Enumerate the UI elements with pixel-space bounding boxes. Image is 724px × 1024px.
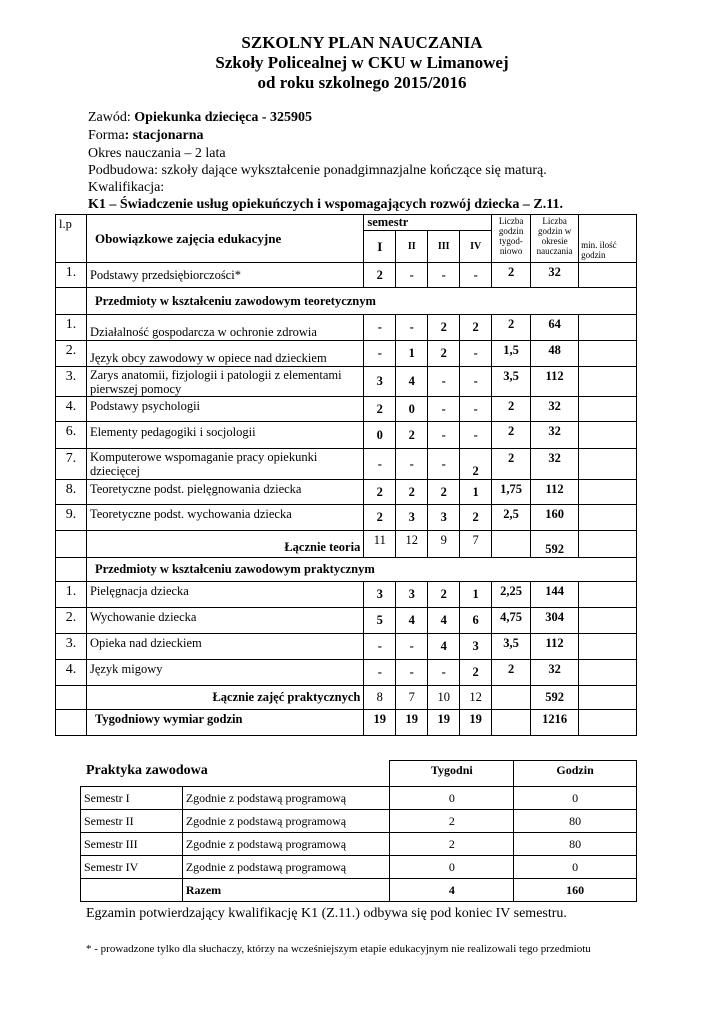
row-tyg: 2	[492, 660, 531, 686]
total-okres: 592	[531, 686, 579, 710]
row-s4: -	[460, 422, 492, 449]
row-s2: -	[396, 660, 428, 686]
row-min	[579, 582, 637, 608]
plan-title: SZKOLNY PLAN NAUCZANIA	[241, 33, 483, 52]
row-s1: 5	[364, 608, 396, 634]
row-s1: -	[364, 660, 396, 686]
header-liczba-okres: Liczba godzin w okresie nauczania	[531, 215, 579, 263]
row-s2: 3	[396, 505, 428, 531]
forma-line	[88, 128, 204, 144]
row-min	[579, 315, 637, 341]
row-lp: 9.	[56, 505, 87, 531]
practice-godz: 80	[514, 833, 637, 856]
table-row	[56, 480, 637, 505]
header-sem-1: I	[364, 231, 396, 263]
row-subject: Podstawy przedsiębiorczości*	[86, 263, 363, 288]
row-lp: 4.	[56, 397, 87, 422]
row-lp: 1.	[56, 263, 87, 288]
total-tyg	[492, 686, 531, 710]
table-row	[56, 341, 637, 367]
practice-total-label: Razem	[182, 879, 390, 902]
row-tyg: 1,5	[492, 341, 531, 367]
row-lp: 6.	[56, 422, 87, 449]
practice-header-godzin: Godzin	[514, 761, 637, 787]
table-row	[56, 634, 637, 660]
practice-tyg: 2	[390, 810, 514, 833]
row-s3: 2	[428, 480, 460, 505]
row-subject: Teoretyczne podst. wychowania dziecka	[86, 505, 363, 531]
total-s3: 10	[428, 686, 460, 710]
practice-tyg: 0	[390, 856, 514, 879]
k1-line: K1 – Świadczenie usług opiekuńczych i wspomagających rozwój dziecka – Z.11.	[88, 197, 563, 212]
okres-line: Okres nauczania – 2 lata	[88, 146, 226, 161]
row-subject: Elementy pedagogiki i socjologii	[86, 422, 363, 449]
row-min	[579, 634, 637, 660]
table-row	[56, 315, 637, 341]
practice-sem: Semestr III	[81, 833, 183, 856]
row-s3: 4	[428, 634, 460, 660]
row-s2: -	[396, 634, 428, 660]
row-s2: 2	[396, 480, 428, 505]
total-okres: 1216	[531, 710, 579, 736]
row-okres: 112	[531, 634, 579, 660]
row-s4: -	[460, 341, 492, 367]
row-tyg: 2	[492, 397, 531, 422]
table-row	[56, 449, 637, 480]
row-s3: 3	[428, 505, 460, 531]
practice-sem: Semestr II	[81, 810, 183, 833]
row-tyg: 3,5	[492, 634, 531, 660]
row-s2: 0	[396, 397, 428, 422]
row-s3: -	[428, 367, 460, 397]
row-s4: 2	[460, 660, 492, 686]
row-lp: 4.	[56, 660, 87, 686]
row-okres: 32	[531, 449, 579, 480]
total-s2: 12	[396, 531, 428, 558]
row-okres: 32	[531, 397, 579, 422]
row-s1: 3	[364, 582, 396, 608]
practice-title: Praktyka zawodowa	[86, 763, 208, 778]
total-teoria-row	[56, 531, 637, 558]
zawod-line	[88, 110, 312, 126]
practice-godz: 0	[514, 787, 637, 810]
section-praktyczny: Przedmioty w kształceniu zawodowym praktycznym	[86, 558, 636, 582]
total-tyg	[492, 531, 531, 558]
row-subject: Zarys anatomii, fizjologii i patologii z elementami pierwszej pomocy	[86, 367, 363, 397]
header-subjects: Obowiązkowe zajęcia edukacyjne	[86, 215, 363, 263]
practice-row	[81, 856, 637, 879]
header-min-godzin: min. ilość godzin	[579, 215, 637, 263]
table-row	[56, 582, 637, 608]
school-year: od roku szkolnego 2015/2016	[257, 73, 467, 92]
row-subject: Wychowanie dziecka	[86, 608, 363, 634]
section-teoretyczny: Przedmioty w kształceniu zawodowym teoretycznym	[86, 288, 636, 315]
row-s3: -	[428, 397, 460, 422]
row-tyg: 3,5	[492, 367, 531, 397]
forma-colon: :	[124, 128, 133, 143]
row-subject: Opieka nad dzieckiem	[86, 634, 363, 660]
practice-godz: 80	[514, 810, 637, 833]
row-lp: 2.	[56, 608, 87, 634]
row-s4: 2	[460, 315, 492, 341]
total-tyg	[492, 710, 531, 736]
row-subject: Język migowy	[86, 660, 363, 686]
table-row	[56, 367, 637, 397]
practice-desc: Zgodnie z podstawą programową	[182, 810, 390, 833]
practice-sem: Semestr I	[81, 787, 183, 810]
row-tyg: 2	[492, 422, 531, 449]
row-tyg: 4,75	[492, 608, 531, 634]
row-tyg: 2	[492, 315, 531, 341]
row-s1: 0	[364, 422, 396, 449]
row-s4: 2	[460, 505, 492, 531]
row-lp: 7.	[56, 449, 87, 480]
row-s4: -	[460, 367, 492, 397]
table-row	[56, 608, 637, 634]
row-min	[579, 397, 637, 422]
row-min	[579, 660, 637, 686]
row-s2: -	[396, 449, 428, 480]
row-min	[579, 480, 637, 505]
practice-total-tyg: 4	[390, 879, 514, 902]
table-row	[56, 397, 637, 422]
row-okres: 112	[531, 367, 579, 397]
row-tyg: 2,5	[492, 505, 531, 531]
row-okres: 48	[531, 341, 579, 367]
row-okres: 32	[531, 422, 579, 449]
row-subject: Teoretyczne podst. pielęgnowania dziecka	[86, 480, 363, 505]
row-s4: 2	[460, 449, 492, 480]
row-tyg: 2,25	[492, 582, 531, 608]
header-liczba-tygodniowo: Liczba godzin tygod-niowo	[492, 215, 531, 263]
row-s1: 2	[364, 505, 396, 531]
row-s3: -	[428, 422, 460, 449]
total-s1: 8	[364, 686, 396, 710]
row-s2: -	[396, 263, 428, 288]
total-s4: 7	[460, 531, 492, 558]
row-okres: 304	[531, 608, 579, 634]
header-sem-4: IV	[460, 231, 492, 263]
row-lp: 2.	[56, 341, 87, 367]
kwalifikacja-line: Kwalifikacja:	[88, 180, 165, 195]
row-okres: 144	[531, 582, 579, 608]
row-min	[579, 263, 637, 288]
practice-total-godz: 160	[514, 879, 637, 902]
total-week-label: Tygodniowy wymiar godzin	[86, 710, 363, 736]
zawod-label: Zawód:	[88, 110, 135, 125]
row-subject: Pielęgnacja dziecka	[86, 582, 363, 608]
row-s4: -	[460, 397, 492, 422]
row-s3: 2	[428, 315, 460, 341]
row-okres: 160	[531, 505, 579, 531]
row-s4: -	[460, 263, 492, 288]
total-praktyczne-row	[56, 686, 637, 710]
table-row	[56, 505, 637, 531]
total-praktyczne-label: Łącznie zajęć praktycznych	[86, 686, 363, 710]
row-s3: -	[428, 449, 460, 480]
practice-tyg: 0	[390, 787, 514, 810]
row-s4: 1	[460, 582, 492, 608]
header-semestr: semestr	[364, 215, 492, 231]
row-okres: 64	[531, 315, 579, 341]
total-s4: 12	[460, 686, 492, 710]
practice-godz: 0	[514, 856, 637, 879]
row-s3: -	[428, 263, 460, 288]
header-lp: l.p	[56, 215, 87, 263]
row-lp: 1.	[56, 315, 87, 341]
row-min	[579, 422, 637, 449]
row-s3: -	[428, 660, 460, 686]
table-row	[56, 263, 637, 288]
row-s1: -	[364, 634, 396, 660]
header-sem-3: III	[428, 231, 460, 263]
practice-sem: Semestr IV	[81, 856, 183, 879]
row-s1: -	[364, 315, 396, 341]
total-week-row	[56, 710, 637, 736]
row-okres: 32	[531, 660, 579, 686]
practice-total-row	[81, 879, 637, 902]
total-s3: 9	[428, 531, 460, 558]
table-row	[56, 660, 637, 686]
practice-desc: Zgodnie z podstawą programową	[182, 787, 390, 810]
total-teoria-label: Łącznie teoria	[86, 531, 363, 558]
row-s3: 4	[428, 608, 460, 634]
row-s1: 2	[364, 397, 396, 422]
forma-value: stacjonarna	[132, 128, 204, 143]
row-s2: -	[396, 315, 428, 341]
row-min	[579, 505, 637, 531]
practice-row	[81, 787, 637, 810]
row-s1: 2	[364, 263, 396, 288]
row-subject: Działalność gospodarcza w ochronie zdrowia	[86, 315, 363, 341]
row-subject: Podstawy psychologii	[86, 397, 363, 422]
row-subject: Komputerowe wspomaganie pracy opiekunki dziecięcej	[86, 449, 363, 480]
row-s4: 3	[460, 634, 492, 660]
row-tyg: 2	[492, 449, 531, 480]
row-lp: 8.	[56, 480, 87, 505]
podbudowa-line: Podbudowa: szkoły dające wykształcenie ponadgimnazjalne kończące się maturą.	[88, 163, 547, 178]
practice-desc: Zgodnie z podstawą programową	[182, 833, 390, 856]
main-table	[55, 214, 637, 736]
row-s1: 3	[364, 367, 396, 397]
row-min	[579, 449, 637, 480]
row-s2: 3	[396, 582, 428, 608]
row-s2: 4	[396, 367, 428, 397]
row-s3: 2	[428, 341, 460, 367]
row-tyg: 2	[492, 263, 531, 288]
total-okres: 592	[531, 531, 579, 558]
row-s1: 2	[364, 480, 396, 505]
row-okres: 112	[531, 480, 579, 505]
row-s1: -	[364, 341, 396, 367]
row-min	[579, 367, 637, 397]
footnote: * - prowadzone tylko dla słuchaczy, którzy na wcześniejszym etapie edukacyjnym nie realizowali tego przedmiotu	[86, 943, 591, 955]
practice-row	[81, 810, 637, 833]
header-sem-2: II	[396, 231, 428, 263]
row-okres: 32	[531, 263, 579, 288]
total-s2: 7	[396, 686, 428, 710]
total-s4: 19	[460, 710, 492, 736]
row-min	[579, 341, 637, 367]
practice-desc: Zgodnie z podstawą programową	[182, 856, 390, 879]
row-lp: 3.	[56, 634, 87, 660]
row-s1: -	[364, 449, 396, 480]
total-s1: 19	[364, 710, 396, 736]
row-min	[579, 608, 637, 634]
row-subject: Język obcy zawodowy w opiece nad dzieckiem	[86, 341, 363, 367]
table-row	[56, 422, 637, 449]
practice-table	[80, 760, 637, 902]
row-s4: 6	[460, 608, 492, 634]
row-tyg: 1,75	[492, 480, 531, 505]
zawod-value: Opiekunka dziecięca - 325905	[134, 110, 312, 125]
practice-header-tygodni: Tygodni	[390, 761, 514, 787]
total-s1: 11	[364, 531, 396, 558]
row-s2: 1	[396, 341, 428, 367]
total-s3: 19	[428, 710, 460, 736]
row-s2: 4	[396, 608, 428, 634]
exam-note: Egzamin potwierdzający kwalifikację K1 (Z.11.) odbywa się pod koniec IV semestru.	[86, 906, 567, 921]
row-s4: 1	[460, 480, 492, 505]
forma-label: Forma	[88, 128, 125, 143]
practice-row	[81, 833, 637, 856]
row-s2: 2	[396, 422, 428, 449]
row-s3: 2	[428, 582, 460, 608]
practice-tyg: 2	[390, 833, 514, 856]
row-lp: 3.	[56, 367, 87, 397]
school-name: Szkoły Policealnej w CKU w Limanowej	[215, 53, 509, 72]
total-s2: 19	[396, 710, 428, 736]
row-lp: 1.	[56, 582, 87, 608]
